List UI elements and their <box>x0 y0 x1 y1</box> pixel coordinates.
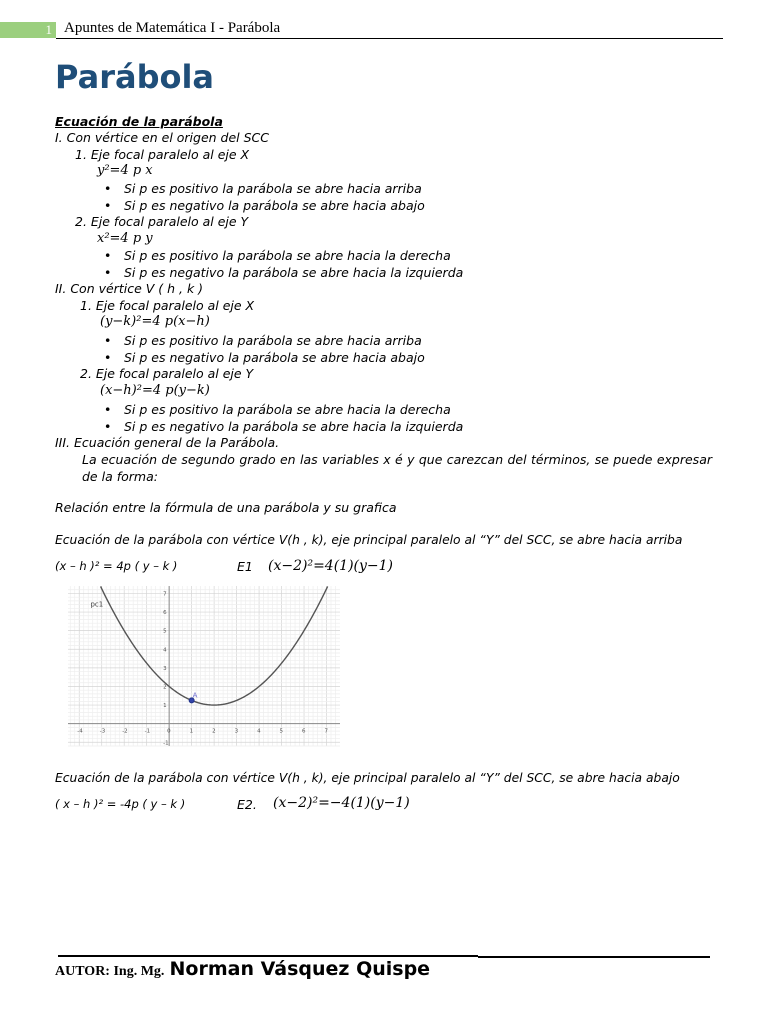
y-tick-label: 1 <box>163 703 167 710</box>
x-tick-label: 6 <box>302 728 306 735</box>
section-2-item-2: 2. Eje focal paralelo al eje Y <box>80 366 254 381</box>
curve-label: pc1 <box>90 600 104 609</box>
e1-caption: Ecuación de la parábola con vértice V(h , k), eje principal paralelo al “Y” del SCC, se abre hacia arriba <box>55 533 683 547</box>
x-tick-label: -2 <box>122 728 128 735</box>
parabola-graph <box>62 584 344 762</box>
section-1-item-1: 1. Eje focal paralelo al eje X <box>75 147 250 162</box>
y-tick-label: 3 <box>163 665 167 672</box>
bullet-text: • Si p es negativo la parábola se abre hacia abajo <box>124 350 425 365</box>
footer-author <box>55 958 430 980</box>
x-tick-label: 0 <box>167 728 171 735</box>
section-1-item-2: 2. Eje focal paralelo al eje Y <box>75 214 249 229</box>
x-tick-label: 2 <box>212 728 216 735</box>
e2-caption: Ecuación de la parábola con vértice V(h , k), eje principal paralelo al “Y” del SCC, se abre hacia abajo <box>55 771 680 785</box>
header-rule <box>56 38 723 39</box>
bullet-text: • Si p es negativo la parábola se abre hacia abajo <box>124 198 425 213</box>
bullet-text: • Si p es negativo la parábola se abre hacia la izquierda <box>124 419 463 434</box>
bullet-text: • Si p es positivo la parábola se abre hacia la derecha <box>124 402 451 417</box>
e1-equation: (x−2)²=4(1)(y−1) <box>268 558 394 574</box>
y-tick-label: 4 <box>163 647 167 654</box>
equation-vertex-x-axis: (y−k)²=4 p(x−h) <box>100 314 210 329</box>
equation-vertex-y-axis: (x−h)²=4 p(y−k) <box>100 383 210 398</box>
section-3-label: III. Ecuación general de la Parábola. <box>55 435 280 450</box>
x-tick-label: 4 <box>257 728 261 735</box>
footer-prefix: AUTOR: Ing. Mg. <box>55 964 165 979</box>
section-2-item-1: 1. Eje focal paralelo al eje X <box>80 298 255 313</box>
y-tick-label: -1 <box>163 740 169 747</box>
y-tick-label: 5 <box>163 628 167 635</box>
e2-equation: (x−2)²=−4(1)(y−1) <box>273 795 410 811</box>
x-tick-label: 1 <box>189 728 194 735</box>
page-number: 1 <box>0 22 56 38</box>
bullet-text: • Si p es positivo la parábola se abre hacia arriba <box>124 333 422 348</box>
e1-general-form: (x – h )² = 4p ( y – k ) <box>55 559 178 573</box>
graph-background <box>62 584 344 762</box>
e1-label: E1 <box>237 559 253 574</box>
e2-general-form: ( x – h )² = -4p ( y – k ) <box>55 797 186 811</box>
y-tick-label: 6 <box>163 610 167 617</box>
x-tick-label: 5 <box>279 728 284 735</box>
section-heading: Ecuación de la parábola <box>55 114 223 129</box>
x-tick-label: -4 <box>77 728 83 735</box>
bullet-text: • Si p es negativo la parábola se abre hacia la izquierda <box>124 265 463 280</box>
y-tick-label: 2 <box>163 684 167 691</box>
header-title: Apuntes de Matemática I - Parábola <box>64 20 281 36</box>
footer-rule <box>58 955 478 957</box>
e2-label: E2. <box>237 797 257 812</box>
vertex-point-label: A <box>192 691 198 700</box>
x-tick-label: -3 <box>99 728 106 735</box>
relation-text: Relación entre la fórmula de una parábola y su grafica <box>55 500 397 515</box>
footer-name: Norman Vásquez Quispe <box>169 958 431 980</box>
section-1-label: I. Con vértice en el origen del SCC <box>55 130 270 145</box>
x-tick-label: 7 <box>324 728 329 735</box>
x-tick-label: 3 <box>234 728 239 735</box>
section-3-text: La ecuación de segundo grado en las variables x é y que carezcan del términos, se puede expresar de la forma: <box>82 452 712 484</box>
equation-x2-4py: x²=4 p y <box>97 231 153 246</box>
x-tick-label: -1 <box>144 728 151 735</box>
bullet-text: • Si p es positivo la parábola se abre hacia la derecha <box>124 248 451 263</box>
page-title: Parábola <box>55 58 215 96</box>
bullet-text: • Si p es positivo la parábola se abre hacia arriba <box>124 181 422 196</box>
equation-y2-4px: y²=4 p x <box>97 163 153 178</box>
y-tick-label: 7 <box>163 591 167 598</box>
footer-rule <box>478 956 710 958</box>
section-2-label: II. Con vértice V ( h , k ) <box>55 281 204 296</box>
